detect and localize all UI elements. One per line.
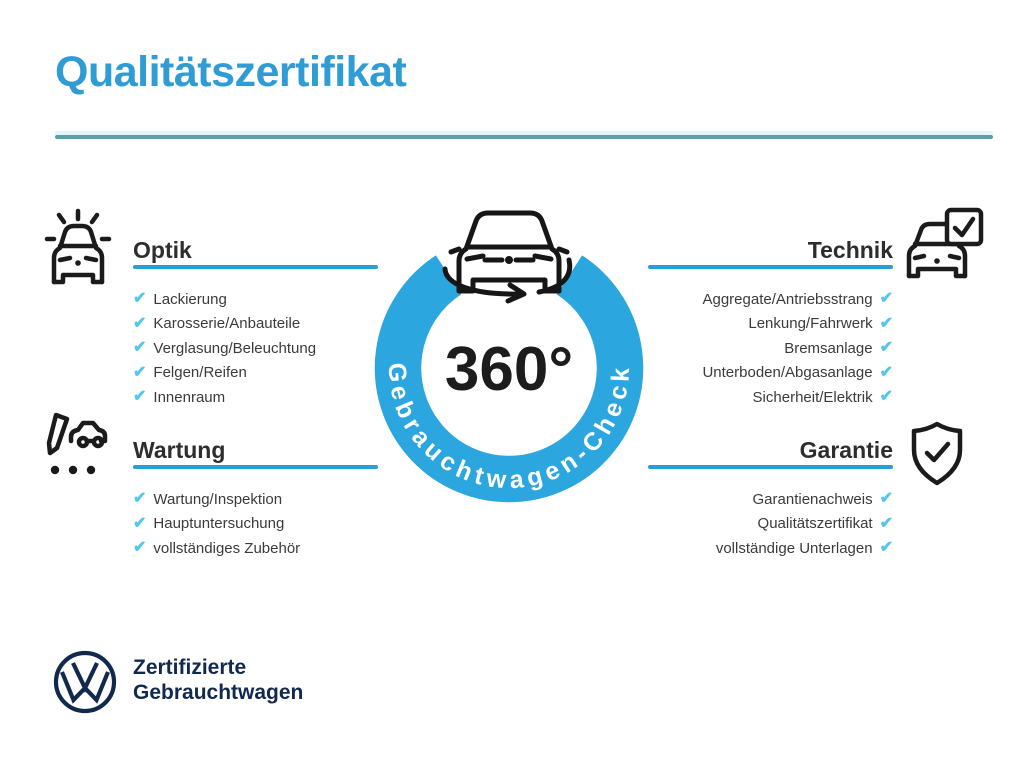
check-icon: ✔	[133, 314, 147, 332]
section-title-technik: Technik	[807, 237, 893, 263]
section-title-optik: Optik	[133, 237, 192, 263]
check-icon: ✔	[879, 490, 893, 508]
item-label: Karosserie/Anbauteile	[153, 315, 301, 333]
check-item	[133, 312, 378, 337]
item-label: Wartung/Inspektion	[153, 490, 283, 508]
check-icon: ✔	[879, 388, 893, 406]
item-label: Bremsanlage	[784, 339, 873, 357]
item-label: Lackierung	[153, 290, 227, 308]
section-garantie	[648, 437, 893, 557]
check-item	[648, 536, 893, 561]
item-label: Innenraum	[153, 388, 226, 406]
check-icon: ✔	[133, 339, 147, 357]
section-optik	[133, 237, 378, 406]
check-item	[648, 361, 893, 386]
section-title-garantie: Garantie	[799, 437, 893, 463]
check-icon: ✔	[133, 290, 147, 308]
car-checkbox-icon	[903, 206, 985, 284]
item-label: Sicherheit/Elektrik	[752, 388, 873, 406]
degree-label: 360°	[444, 335, 574, 404]
footer-brand-line1: Zertifizierte	[133, 656, 247, 679]
car-360-icon	[451, 213, 567, 291]
check-icon: ✔	[133, 539, 147, 557]
service-checklist-icon	[42, 410, 110, 480]
item-label: Lenkung/Fahrwerk	[748, 315, 873, 333]
check-icon: ✔	[879, 539, 893, 557]
check-item	[133, 336, 378, 361]
section-title-wartung: Wartung	[133, 437, 226, 463]
checklist-wartung	[133, 487, 378, 561]
item-label: vollständiges Zubehör	[153, 539, 301, 557]
shield-check-icon	[906, 420, 968, 490]
check-icon: ✔	[879, 290, 893, 308]
check-item	[133, 385, 378, 410]
check-icon: ✔	[133, 490, 147, 508]
item-label: Qualitätszertifikat	[757, 515, 873, 533]
item-label: vollständige Unterlagen	[715, 539, 873, 557]
section-wartung	[133, 437, 378, 557]
item-label: Aggregate/Antriebsstrang	[702, 290, 873, 308]
section-underline-optik	[133, 265, 378, 269]
check-item	[648, 512, 893, 537]
section-underline-technik	[648, 265, 893, 269]
section-underline-wartung	[133, 465, 378, 469]
check-item	[133, 512, 378, 537]
check-icon: ✔	[879, 514, 893, 532]
section-underline-garantie	[648, 465, 893, 469]
item-label: Garantienachweis	[752, 490, 873, 508]
check-item	[648, 385, 893, 410]
checklist-optik	[133, 287, 378, 410]
top-divider	[55, 135, 993, 139]
vw-logo	[53, 650, 117, 714]
check-item	[133, 487, 378, 512]
check-icon: ✔	[879, 314, 893, 332]
check-item	[133, 536, 378, 561]
check-item	[133, 287, 378, 312]
shining-car-icon	[44, 208, 112, 288]
item-label: Hauptuntersuchung	[153, 515, 285, 533]
item-label: Felgen/Reifen	[153, 364, 247, 382]
ring-label: Gebrauchtwagen-Check	[382, 361, 636, 495]
item-label: Verglasung/Beleuchtung	[153, 339, 317, 357]
check-icon: ✔	[133, 363, 147, 381]
footer-brand-line2: Gebrauchtwagen	[133, 681, 304, 704]
check-icon: ✔	[879, 363, 893, 381]
check-item	[648, 336, 893, 361]
check-icon: ✔	[133, 514, 147, 532]
check-item	[648, 487, 893, 512]
page-title: Qualitätszertifikat	[55, 48, 407, 96]
section-technik	[648, 237, 893, 406]
check-item	[648, 287, 893, 312]
checklist-technik	[648, 287, 893, 410]
center-360-check-graphic	[364, 183, 654, 515]
checklist-garantie	[648, 487, 893, 561]
check-icon: ✔	[133, 388, 147, 406]
check-item	[648, 312, 893, 337]
check-icon: ✔	[879, 339, 893, 357]
item-label: Unterboden/Abgasanlage	[702, 364, 873, 382]
footer-brand-text	[133, 655, 303, 705]
check-item	[133, 361, 378, 386]
